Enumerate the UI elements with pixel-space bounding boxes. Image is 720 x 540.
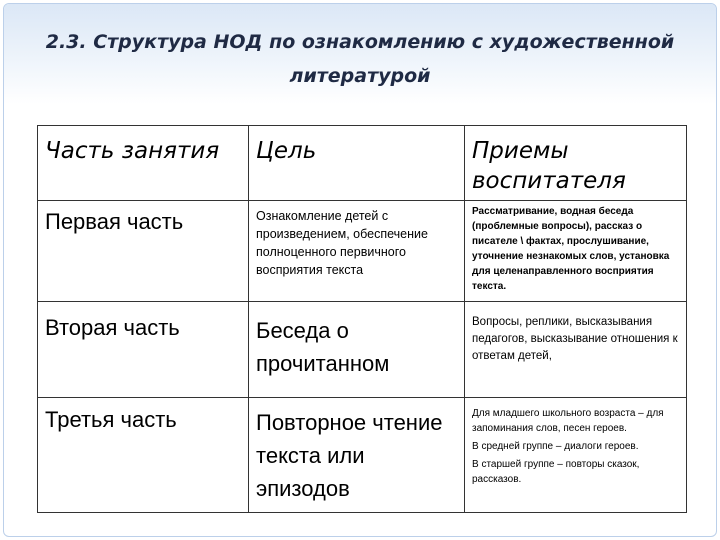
table-row [38, 201, 687, 302]
methods-line-middle: В средней группе – диалоги героев. [472, 441, 639, 452]
header-part-label: Часть занятия [45, 138, 220, 164]
methods-list [472, 406, 680, 487]
goal-cell [249, 201, 465, 302]
goal-cell [249, 398, 465, 513]
methods-text: Вопросы, реплики, высказывания педагогов, высказывание отношения к ответам детей, [472, 316, 678, 362]
methods-text: Рассматривание, водная беседа (проблемные вопросы), рассказ о писателе \ фактах, прослушивание, уточнение незнакомых слов, установка для целенаправленного восприятия текста. [472, 206, 670, 292]
methods-cell [465, 201, 687, 302]
table-row [38, 398, 687, 513]
part-cell [38, 201, 249, 302]
table-header-row [38, 126, 687, 201]
slide-title: 2.3. Структура НОД по ознакомлению с художественной литературой [45, 31, 675, 87]
part-label: Третья часть [45, 407, 177, 432]
part-label: Первая часть [45, 209, 184, 234]
goal-text: Беседа о прочитанном [256, 318, 390, 376]
part-cell [38, 302, 249, 398]
methods-cell [465, 302, 687, 398]
header-cell-part [38, 126, 249, 201]
methods-line-senior: В старшей группе – повторы сказок, рассказов. [472, 459, 640, 485]
part-label: Вторая часть [45, 315, 180, 340]
methods-line-junior: Для младшего школьного возраста – для запоминания слов, песен героев. [472, 408, 664, 434]
methods-cell [465, 398, 687, 513]
goal-cell [249, 302, 465, 398]
header-cell-methods [465, 126, 687, 201]
header-methods-label: Приемы воспитателя [472, 138, 626, 194]
part-cell [38, 398, 249, 513]
goal-text: Повторное чтение текста или эпизодов [256, 410, 443, 501]
header-cell-goal [249, 126, 465, 201]
header-goal-label: Цель [256, 138, 317, 164]
table-row [38, 302, 687, 398]
structure-table [37, 125, 687, 513]
goal-text: Ознакомление детей с произведением, обеспечение полноценного первичного восприятия текста [256, 209, 428, 277]
